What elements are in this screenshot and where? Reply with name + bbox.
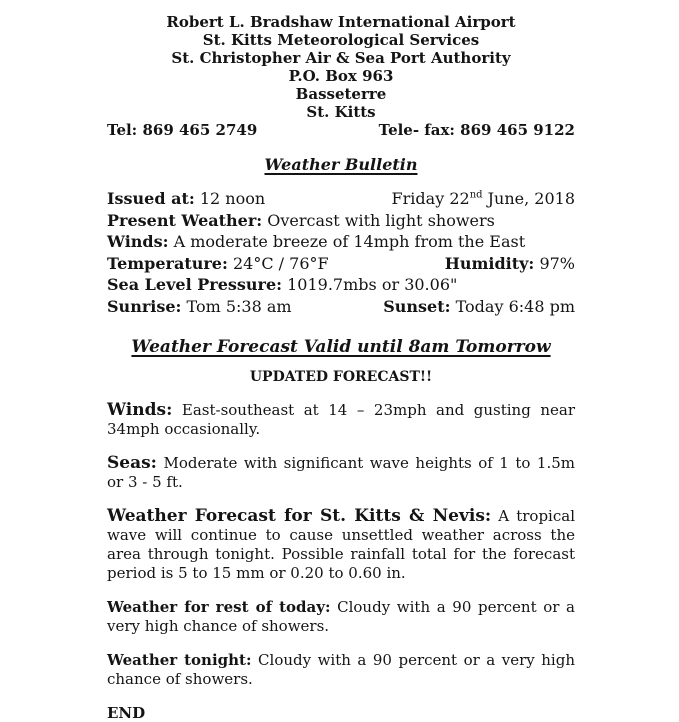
temperature-humidity-row: [107, 253, 575, 275]
contact-row: [107, 121, 575, 139]
forecast-winds-paragraph: Winds: East-southeast at 14 – 23mph and gusting near 34mph occasionally.: [107, 400, 575, 438]
date-ordinal-superscript: nd: [469, 189, 483, 201]
current-conditions: [107, 188, 575, 317]
temperature: Temperature: 24°C / 76°F: [107, 253, 329, 273]
sunrise-sunset-row: [107, 296, 575, 318]
telephone-number: Tel: 869 465 2749: [107, 121, 258, 139]
org-name-line: Robert L. Bradshaw International Airport: [166, 13, 516, 31]
forecast-seas-paragraph: Seas: Moderate with significant wave heights of 1 to 1.5m or 3 - 5 ft.: [107, 453, 575, 491]
sunrise: Sunrise: Tom 5:38 am: [107, 296, 292, 316]
forecast-stkitts-nevis-paragraph: Weather Forecast for St. Kitts & Nevis: A tropical wave will continue to cause unsettled weather across the area through tonight. Possible rainfall total for the forecast period is 5 to 15 mm or 0.20 to 0.60 in.: [107, 506, 575, 582]
city-line: Basseterre: [295, 85, 387, 103]
issued-at: Issued at: 12 noon: [107, 189, 266, 208]
winds-row: Winds: A moderate breeze of 14mph from the East: [107, 232, 526, 251]
issued-row: [107, 188, 575, 210]
forecast-tonight-paragraph: Weather tonight: Cloudy with a 90 percent or a very high chance of showers.: [107, 651, 575, 688]
country-line: St. Kitts: [306, 103, 376, 121]
letterhead: [107, 13, 575, 121]
forecast-section-title: Weather Forecast Valid until 8am Tomorrow: [131, 337, 551, 357]
fax-number: Tele- fax: 869 465 9122: [378, 121, 575, 139]
org-authority-line: St. Christopher Air & Sea Port Authority: [171, 49, 511, 67]
humidity: Humidity: 97%: [444, 253, 575, 273]
present-weather-row: Present Weather: Overcast with light showers: [107, 210, 495, 230]
weather-bulletin-document: [107, 0, 575, 722]
issue-date: Friday 22nd June, 2018: [391, 189, 575, 208]
bulletin-title: Weather Bulletin: [264, 155, 418, 174]
po-box-line: P.O. Box 963: [288, 67, 394, 85]
end-marker: END: [107, 704, 146, 722]
forecast-rest-of-today-paragraph: Weather for rest of today: Cloudy with a 90 percent or a very high chance of showers.: [107, 598, 575, 635]
org-dept-line: St. Kitts Meteorological Services: [202, 31, 480, 49]
sunset: Sunset: Today 6:48 pm: [383, 296, 575, 316]
updated-forecast-banner: UPDATED FORECAST!!: [249, 369, 433, 385]
sea-level-pressure-row: Sea Level Pressure: 1019.7mbs or 30.06": [107, 275, 458, 294]
